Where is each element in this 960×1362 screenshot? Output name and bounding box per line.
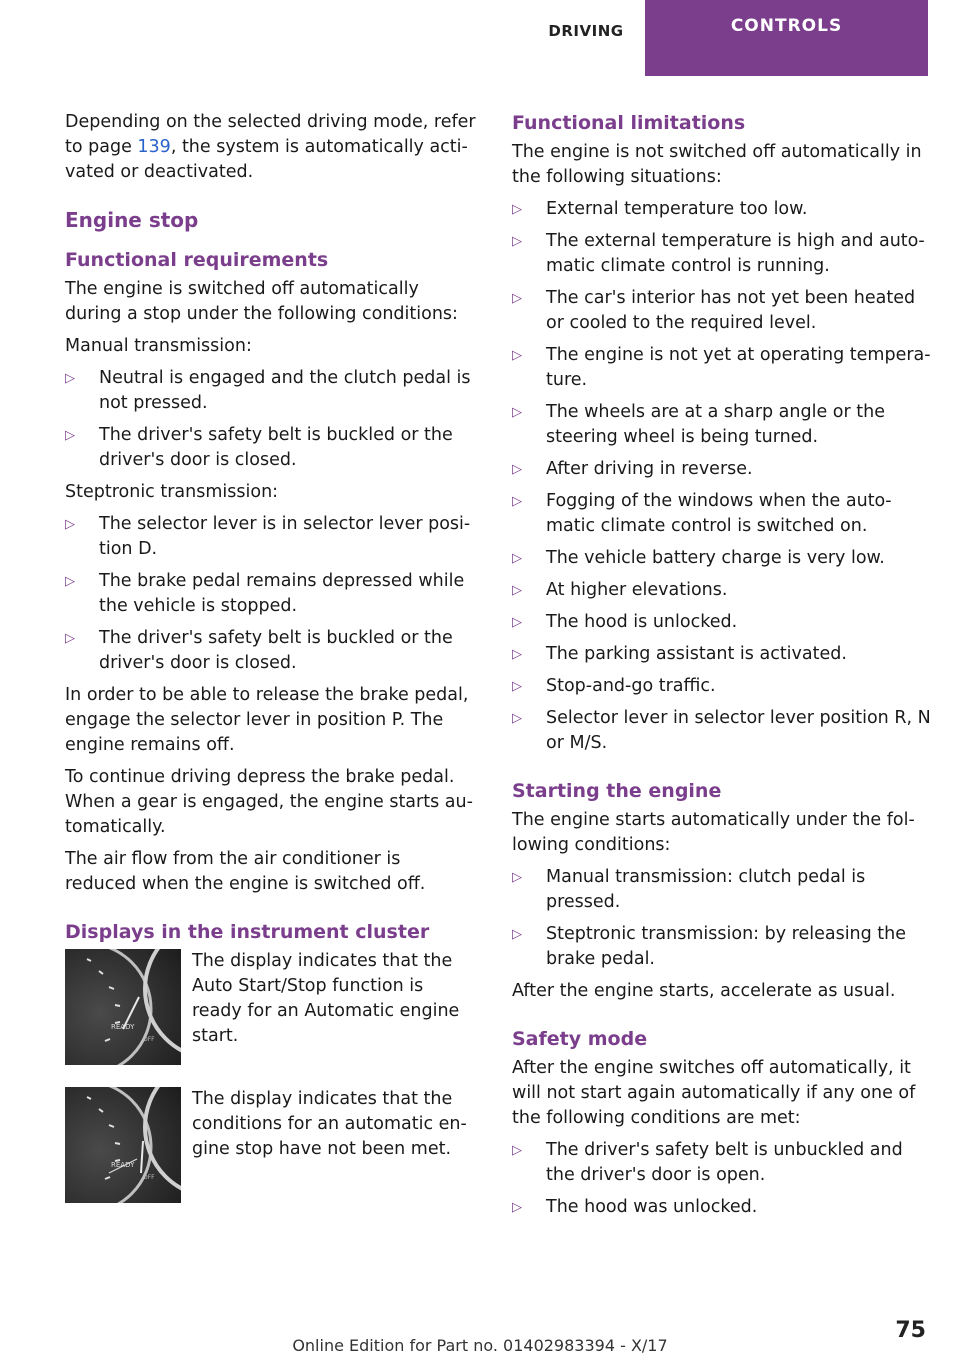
list-item: ▷ Steptronic transmission: by releasing the brake pedal. — [512, 924, 907, 969]
svg-text:OFF: OFF — [143, 1174, 155, 1181]
list-item: ▷ The driver's safety belt is buckled or the driver's door is closed. — [65, 628, 453, 673]
starting-engine-heading: Starting the engine — [512, 780, 722, 802]
bullet-icon: ▷ — [512, 348, 522, 363]
footer-edition: Online Edition for Part no. 01402983394 - X/17 — [292, 1336, 668, 1355]
list-item: ▷ The wheels are at a sharp angle or the steering wheel is being turned. — [512, 402, 885, 447]
bullet-icon: ▷ — [512, 291, 522, 306]
list-item: ▷ The selector lever is in selector lever position D. — [65, 514, 471, 559]
list-item: ▷ Manual transmission: clutch pedal is pressed. — [512, 867, 866, 912]
list-item: ▷ The driver's safety belt is buckled or the driver's door is closed. — [65, 425, 453, 470]
functional-limitations-list — [512, 197, 932, 756]
left-column — [65, 110, 477, 1225]
bullet-icon: ▷ — [512, 1143, 522, 1158]
list-item: ▷ External temperature too low. — [512, 197, 932, 222]
bullet-icon: ▷ — [512, 1200, 522, 1215]
list-item: ▷ Fogging of the windows when the automatic climate control is switched on. — [512, 491, 892, 536]
header-tab-controls — [645, 0, 928, 76]
right-column — [512, 110, 932, 1227]
list-item: ▷ The car's interior has not yet been heated or cooled to the required level. — [512, 288, 916, 333]
bullet-icon: ▷ — [512, 202, 522, 217]
gauge-not-met-icon — [65, 1087, 181, 1203]
bullet-icon: ▷ — [512, 927, 522, 942]
instrument-cluster-ready-image — [65, 949, 181, 1065]
instrument-cluster-not-met-image — [65, 1087, 181, 1203]
gauge-ready-icon — [65, 949, 181, 1065]
bullet-icon: ▷ — [512, 405, 522, 420]
display-ready-row — [65, 949, 477, 1065]
release-brake-paragraph: In order to be able to release the brake pedal, engage the selector lever in position P. The engine remains off. — [65, 685, 469, 755]
displays-heading: Displays in the instrument cluster — [65, 921, 430, 943]
svg-text:READY: READY — [111, 1161, 135, 1169]
bullet-icon: ▷ — [512, 583, 522, 598]
header-tab-controls-bar — [667, 52, 906, 76]
display-not-met-text: The display indicates that the conditions for an automatic engine stop have not been met. — [192, 1089, 467, 1159]
bullet-icon: ▷ — [512, 647, 522, 662]
bullet-icon: ▷ — [65, 574, 75, 589]
engine-stop-heading: Engine stop — [65, 208, 199, 232]
display-ready-text: The display indicates that the Auto Start/Stop function is ready for an Automatic engine start. — [192, 951, 460, 1046]
list-item: ▷ The hood was unlocked. — [512, 1195, 932, 1220]
functional-requirements-heading: Functional requirements — [65, 249, 329, 271]
safety-mode-heading: Safety mode — [512, 1028, 648, 1050]
after-start-paragraph: After the engine starts, accelerate as usual. — [512, 981, 896, 1001]
intro-paragraph: Depending on the selected driving mode, refer to page 139, the system is automatically activated or deactivated. — [65, 112, 476, 182]
page-link[interactable]: 139 — [137, 137, 171, 157]
functional-limitations-heading: Functional limitations — [512, 112, 746, 134]
bullet-icon: ▷ — [512, 870, 522, 885]
functional-limitations-intro: The engine is not switched off automatically in the following situations: — [512, 142, 922, 187]
list-item: ▷ At higher elevations. — [512, 578, 932, 603]
bullet-icon: ▷ — [65, 371, 75, 386]
page-number: 75 — [895, 1318, 926, 1343]
bullet-icon: ▷ — [65, 428, 75, 443]
starting-engine-intro: The engine starts automatically under the following conditions: — [512, 810, 915, 855]
bullet-icon: ▷ — [65, 631, 75, 646]
manual-list — [65, 366, 477, 473]
display-not-met-row — [65, 1087, 477, 1203]
functional-requirements-intro: The engine is switched off automatically during a stop under the following conditions: — [65, 279, 458, 324]
list-item: ▷ Neutral is engaged and the clutch pedal is not pressed. — [65, 368, 471, 413]
bullet-icon: ▷ — [512, 462, 522, 477]
svg-text:READY: READY — [111, 1023, 135, 1031]
safety-mode-list — [512, 1138, 932, 1220]
steptronic-list — [65, 512, 477, 676]
air-flow-paragraph: The air flow from the air conditioner is reduced when the engine is switched off. — [65, 849, 426, 894]
svg-text:OFF: OFF — [143, 1036, 155, 1043]
bullet-icon: ▷ — [512, 494, 522, 509]
list-item: ▷ Stop-and-go traffic. — [512, 674, 932, 699]
bullet-icon: ▷ — [512, 615, 522, 630]
steptronic-transmission-label: Steptronic transmission: — [65, 482, 279, 502]
list-item: ▷ The parking assistant is activated. — [512, 642, 932, 667]
list-item: ▷ The engine is not yet at operating temperature. — [512, 345, 931, 390]
safety-mode-intro: After the engine switches off automatically, it will not start again automatically if any one of the following conditions are met: — [512, 1058, 916, 1128]
list-item: ▷ Selector lever in selector lever position R, N or M/S. — [512, 708, 931, 753]
list-item: ▷ The driver's safety belt is unbuckled and the driver's door is open. — [512, 1140, 903, 1185]
bullet-icon: ▷ — [512, 711, 522, 726]
header-tab-driving: DRIVING — [548, 22, 624, 40]
bullet-icon: ▷ — [512, 551, 522, 566]
list-item: ▷ After driving in reverse. — [512, 457, 932, 482]
bullet-icon: ▷ — [512, 234, 522, 249]
list-item: ▷ The vehicle battery charge is very low. — [512, 546, 932, 571]
bullet-icon: ▷ — [65, 517, 75, 532]
list-item: ▷ The hood is unlocked. — [512, 610, 932, 635]
starting-engine-list — [512, 865, 932, 972]
bullet-icon: ▷ — [512, 679, 522, 694]
manual-transmission-label: Manual transmission: — [65, 336, 252, 356]
list-item: ▷ The brake pedal remains depressed while the vehicle is stopped. — [65, 571, 465, 616]
continue-driving-paragraph: To continue driving depress the brake pedal. When a gear is engaged, the engine starts automatically. — [65, 767, 473, 837]
header-tab-controls-label: CONTROLS — [667, 0, 906, 52]
list-item: ▷ The external temperature is high and automatic climate control is running. — [512, 231, 925, 276]
